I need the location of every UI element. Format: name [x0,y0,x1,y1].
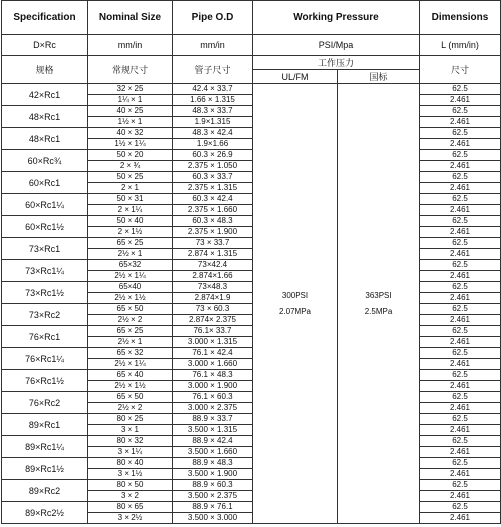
header-working-pressure: Working Pressure [253,1,420,35]
nominal-size-cell [88,194,173,216]
pipe-od-cell-in: 3.500 × 2.375 [173,490,252,501]
spec-table-body [2,84,501,524]
spec-cell: 89×Rc2 [2,480,88,502]
nominal-size-cell-in: 2½ × 1½ [88,292,172,303]
nominal-size-cell [88,84,173,106]
nominal-size-cell-mm: 80 × 32 [116,436,144,445]
dimension-cell [420,216,501,238]
pipe-od-cell-in: 1.66 × 1.315 [173,94,252,105]
spec-cell: 76×Rc1½ [2,370,88,392]
unit-specification: D×Rc [2,35,88,56]
table-row [2,502,501,524]
dimension-cell-in: 2.461 [420,336,500,347]
table-row [2,106,501,128]
pipe-od-cell-mm: 88.9 × 48.3 [192,458,233,467]
unit-dimensions: L (mm/in) [420,35,501,56]
pipe-od-cell-in: 3.000 × 1.315 [173,336,252,347]
nominal-size-cell-mm: 50 × 31 [116,194,144,203]
table-row [2,150,501,172]
nominal-size-cell-in: 2 × 1¼ [88,204,172,215]
pipe-od-cell [173,282,253,304]
dimension-cell-in: 2.461 [420,116,500,127]
dimension-cell-mm: 62.5 [452,172,468,181]
pipe-od-cell [173,370,253,392]
header-row [2,1,501,35]
nominal-size-cell-mm: 65 × 25 [116,326,144,335]
dimension-cell-in: 2.461 [420,226,500,237]
pipe-od-cell [173,326,253,348]
cn-dimensions: 尺寸 [420,56,501,84]
nominal-size-cell [88,392,173,414]
table-row [2,282,501,304]
pipe-od-cell-in: 2.874×1.9 [173,292,252,303]
table-row [2,480,501,502]
table-row [2,172,501,194]
dimension-cell-mm: 62.5 [452,480,468,489]
dimension-cell-mm: 62.5 [452,282,468,291]
nominal-size-cell [88,150,173,172]
dimension-cell-mm: 62.5 [452,414,468,423]
pipe-od-cell-mm: 76.1 × 48.3 [192,370,233,379]
nominal-size-cell-mm: 80 × 40 [116,458,144,467]
pipe-od-cell [173,260,253,282]
pipe-od-cell-mm: 73 × 60.3 [195,304,230,313]
pipe-od-cell-mm: 73×42.4 [197,260,228,269]
pipe-od-cell-mm: 60.3 × 42.4 [192,194,233,203]
nominal-size-cell [88,458,173,480]
nominal-size-cell [88,238,173,260]
dimension-cell-mm: 62.5 [452,326,468,335]
unit-pipe-od: mm/in [173,35,253,56]
intl-mpa: 2.5MPa [364,306,393,316]
spec-cell: 73×Rc2 [2,304,88,326]
pipe-od-cell [173,194,253,216]
dimension-cell-in: 2.461 [420,512,500,523]
dimension-cell-in: 2.461 [420,468,500,479]
nominal-size-cell-in: 2 × ¾ [88,160,172,171]
dimension-cell-in: 2.461 [420,182,500,193]
pipe-od-cell-in: 3.000 × 2.375 [173,402,252,413]
dimension-cell-mm: 62.5 [452,458,468,467]
dimension-cell-in: 2.461 [420,94,500,105]
dimension-cell-mm: 62.5 [452,216,468,225]
pipe-od-cell [173,128,253,150]
dimension-cell [420,282,501,304]
dimension-cell [420,348,501,370]
table-row [2,436,501,458]
table-row [2,370,501,392]
nominal-size-cell-mm: 50 × 40 [116,216,144,225]
pipe-od-cell-in: 2.375 × 1.900 [173,226,252,237]
pipe-od-cell-mm: 88.9 × 33.7 [192,414,233,423]
table-row [2,414,501,436]
ulfm-psi: 300PSI [281,290,309,300]
nominal-size-cell [88,480,173,502]
pipe-od-cell-in: 2.375 × 1.315 [173,182,252,193]
pipe-od-cell [173,304,253,326]
dimension-cell [420,260,501,282]
intl-standard-label: 国标 [338,70,420,84]
dimension-cell [420,172,501,194]
cn-working-pressure: 工作压力 [253,56,420,70]
dimension-cell-mm: 62.5 [452,392,468,401]
header-nominal-size: Nominal Size [88,1,173,35]
dimension-cell-in: 2.461 [420,402,500,413]
pipe-od-cell-mm: 42.4 × 33.7 [192,84,233,93]
nominal-size-cell-in: 2½ × 1 [88,336,172,347]
pipe-od-cell-in: 2.874 × 1.315 [173,248,252,259]
ulfm-pressure-cell [253,84,338,524]
spec-cell: 48×Rc1 [2,106,88,128]
table-row [2,84,501,106]
header-pipe-od: Pipe O.D [173,1,253,35]
intl-psi: 363PSI [365,290,392,300]
table-row [2,238,501,260]
nominal-size-cell-in: 3 × 2½ [88,512,172,523]
nominal-size-cell [88,436,173,458]
nominal-size-cell [88,282,173,304]
dimension-cell-in: 2.461 [420,380,500,391]
nominal-size-cell-mm: 80 × 65 [116,502,144,511]
nominal-size-cell-in: 2½ × 1 [88,248,172,259]
ulfm-mpa: 2.07MPa [278,306,312,316]
pipe-od-cell-mm: 48.3 × 33.7 [192,106,233,115]
table-row [2,458,501,480]
pipe-od-cell-in: 3.000 × 1.900 [173,380,252,391]
spec-cell: 76×Rc1 [2,326,88,348]
dimension-cell-mm: 62.5 [452,106,468,115]
ulfm-label: UL/FM [253,70,338,84]
dimension-cell-mm: 62.5 [452,502,468,511]
nominal-size-cell-mm: 50 × 20 [116,150,144,159]
pipe-od-cell-in: 2.375 × 1.050 [173,160,252,171]
nominal-size-cell-mm: 32 × 25 [116,84,144,93]
dimension-cell [420,326,501,348]
nominal-size-cell-mm: 80 × 25 [116,414,144,423]
pipe-od-cell [173,106,253,128]
dimension-cell-in: 2.461 [420,160,500,171]
dimension-cell-in: 2.461 [420,204,500,215]
spec-cell: 89×Rc1 [2,414,88,436]
pipe-od-cell [173,216,253,238]
pipe-od-cell-in: 3.000 × 1.660 [173,358,252,369]
table-row [2,216,501,238]
dimension-cell [420,458,501,480]
nominal-size-cell-mm: 80 × 50 [116,480,144,489]
nominal-size-cell-mm: 40 × 25 [116,106,144,115]
dimension-cell [420,436,501,458]
spec-cell: 89×Rc2½ [2,502,88,524]
nominal-size-cell-in: 1½ × 1 [88,116,172,127]
cn-pipe-od: 管子尺寸 [173,56,253,84]
nominal-size-cell-in: 1¼ × 1 [88,94,172,105]
spec-cell: 73×Rc1½ [2,282,88,304]
pipe-od-cell-in: 2.874× 2.375 [173,314,252,325]
spec-cell: 73×Rc1 [2,238,88,260]
nominal-size-cell [88,304,173,326]
pipe-od-cell [173,480,253,502]
nominal-size-cell-mm: 65 × 25 [116,238,144,247]
pipe-od-cell [173,150,253,172]
pipe-od-cell-in: 1.9×1.315 [173,116,252,127]
nominal-size-cell-mm: 65×32 [118,260,142,269]
dimension-cell [420,194,501,216]
nominal-size-cell-mm: 65 × 32 [116,348,144,357]
pipe-od-cell [173,172,253,194]
spec-cell: 60×Rc1½ [2,216,88,238]
spec-cell: 73×Rc1¼ [2,260,88,282]
nominal-size-cell-in: 2 × 1½ [88,226,172,237]
dimension-cell-mm: 62.5 [452,260,468,269]
pipe-od-cell-mm: 88.9 × 42.4 [192,436,233,445]
spec-cell: 60×Rc¾ [2,150,88,172]
pipe-od-cell-in: 3.500 × 3.000 [173,512,252,523]
nominal-size-cell-mm: 65 × 50 [116,392,144,401]
nominal-size-cell-in: 3 × 1 [88,424,172,435]
dimension-cell-mm: 62.5 [452,304,468,313]
spec-cell: 76×Rc1¼ [2,348,88,370]
spec-cell: 89×Rc1¼ [2,436,88,458]
table-row [2,194,501,216]
pipe-od-cell-mm: 76.1× 33.7 [193,326,232,335]
nominal-size-cell-in: 2 × 1 [88,182,172,193]
spec-table [1,0,501,524]
nominal-size-cell [88,106,173,128]
dimension-cell [420,392,501,414]
nominal-size-cell-in: 1½ × 1¼ [88,138,172,149]
dimension-cell [420,238,501,260]
spec-cell: 42×Rc1 [2,84,88,106]
nominal-size-cell-mm: 50 × 25 [116,172,144,181]
pipe-od-cell-mm: 88.9 × 76.1 [192,502,233,511]
pipe-od-cell [173,414,253,436]
nominal-size-cell-mm: 65 × 40 [116,370,144,379]
pipe-od-cell-mm: 73×48.3 [197,282,228,291]
dimension-cell [420,414,501,436]
dimension-cell [420,304,501,326]
nominal-size-cell-in: 2½ × 1½ [88,380,172,391]
pipe-od-cell-in: 3.500 × 1.315 [173,424,252,435]
pipe-od-cell [173,84,253,106]
nominal-size-cell [88,128,173,150]
table-row [2,392,501,414]
dimension-cell [420,128,501,150]
dimension-cell-mm: 62.5 [452,84,468,93]
nominal-size-cell-in: 2½ × 1¼ [88,270,172,281]
nominal-size-cell-in: 3 × 1½ [88,468,172,479]
pipe-od-cell-in: 3.500 × 1.660 [173,446,252,457]
dimension-cell-in: 2.461 [420,358,500,369]
nominal-size-cell-in: 2½ × 1¼ [88,358,172,369]
pipe-od-cell-in: 3.500 × 1.900 [173,468,252,479]
dimension-cell-mm: 62.5 [452,348,468,357]
table-row [2,128,501,150]
dimension-cell-in: 2.461 [420,424,500,435]
pipe-od-cell-mm: 76.1 × 42.4 [192,348,233,357]
dimension-cell [420,84,501,106]
nominal-size-cell [88,216,173,238]
units-row [2,35,501,56]
nominal-size-cell-mm: 40 × 32 [116,128,144,137]
cn-nominal-size: 常规尺寸 [88,56,173,84]
dimension-cell-mm: 62.5 [452,436,468,445]
dimension-cell-in: 2.461 [420,270,500,281]
cn-specification: 规格 [2,56,88,84]
pipe-od-cell-mm: 48.3 × 42.4 [192,128,233,137]
pipe-od-cell-mm: 60.3 × 26.9 [192,150,233,159]
nominal-size-cell-mm: 65×40 [118,282,142,291]
pipe-od-cell [173,348,253,370]
nominal-size-cell [88,348,173,370]
pipe-od-cell [173,238,253,260]
dimension-cell [420,480,501,502]
pipe-od-cell [173,502,253,524]
table-row [2,326,501,348]
spec-cell: 60×Rc1¼ [2,194,88,216]
pipe-od-cell [173,392,253,414]
table-row [2,260,501,282]
spec-cell: 89×Rc1½ [2,458,88,480]
dimension-cell-in: 2.461 [420,292,500,303]
pipe-od-cell-in: 1.9×1.66 [173,138,252,149]
dimension-cell-mm: 62.5 [452,238,468,247]
cn-header-row [2,56,501,70]
nominal-size-cell [88,172,173,194]
nominal-size-cell-in: 3 × 1¼ [88,446,172,457]
header-dimensions: Dimensions [420,1,501,35]
pipe-od-cell-mm: 73 × 33.7 [195,238,230,247]
table-row [2,348,501,370]
dimension-cell-in: 2.461 [420,314,500,325]
dimension-cell-in: 2.461 [420,138,500,149]
pipe-od-cell-mm: 76.1 × 60.3 [192,392,233,401]
spec-cell: 76×Rc2 [2,392,88,414]
nominal-size-cell [88,502,173,524]
dimension-cell-mm: 62.5 [452,370,468,379]
unit-nominal-size: mm/in [88,35,173,56]
header-specification: Specification [2,1,88,35]
unit-working-pressure: PSI/Mpa [253,35,420,56]
dimension-cell-mm: 62.5 [452,150,468,159]
dimension-cell [420,370,501,392]
spec-cell: 48×Rc1 [2,128,88,150]
pipe-od-cell-in: 2.375 × 1.660 [173,204,252,215]
pipe-od-cell-mm: 60.3 × 48.3 [192,216,233,225]
nominal-size-cell [88,326,173,348]
dimension-cell-in: 2.461 [420,248,500,259]
dimension-cell [420,502,501,524]
dimension-cell [420,106,501,128]
pipe-od-cell [173,436,253,458]
dimension-cell-in: 2.461 [420,446,500,457]
nominal-size-cell [88,414,173,436]
pipe-od-cell-mm: 88.9 × 60.3 [192,480,233,489]
table-row [2,304,501,326]
pipe-od-cell [173,458,253,480]
intl-pressure-cell [338,84,420,524]
dimension-cell-mm: 62.5 [452,128,468,137]
nominal-size-cell-mm: 65 × 50 [116,304,144,313]
pipe-od-cell-mm: 60.3 × 33.7 [192,172,233,181]
dimension-cell [420,150,501,172]
spec-cell: 60×Rc1 [2,172,88,194]
pipe-od-cell-in: 2.874×1.66 [173,270,252,281]
nominal-size-cell [88,370,173,392]
nominal-size-cell-in: 2½ × 2 [88,402,172,413]
nominal-size-cell-in: 3 × 2 [88,490,172,501]
dimension-cell-in: 2.461 [420,490,500,501]
nominal-size-cell [88,260,173,282]
dimension-cell-mm: 62.5 [452,194,468,203]
nominal-size-cell-in: 2½ × 2 [88,314,172,325]
